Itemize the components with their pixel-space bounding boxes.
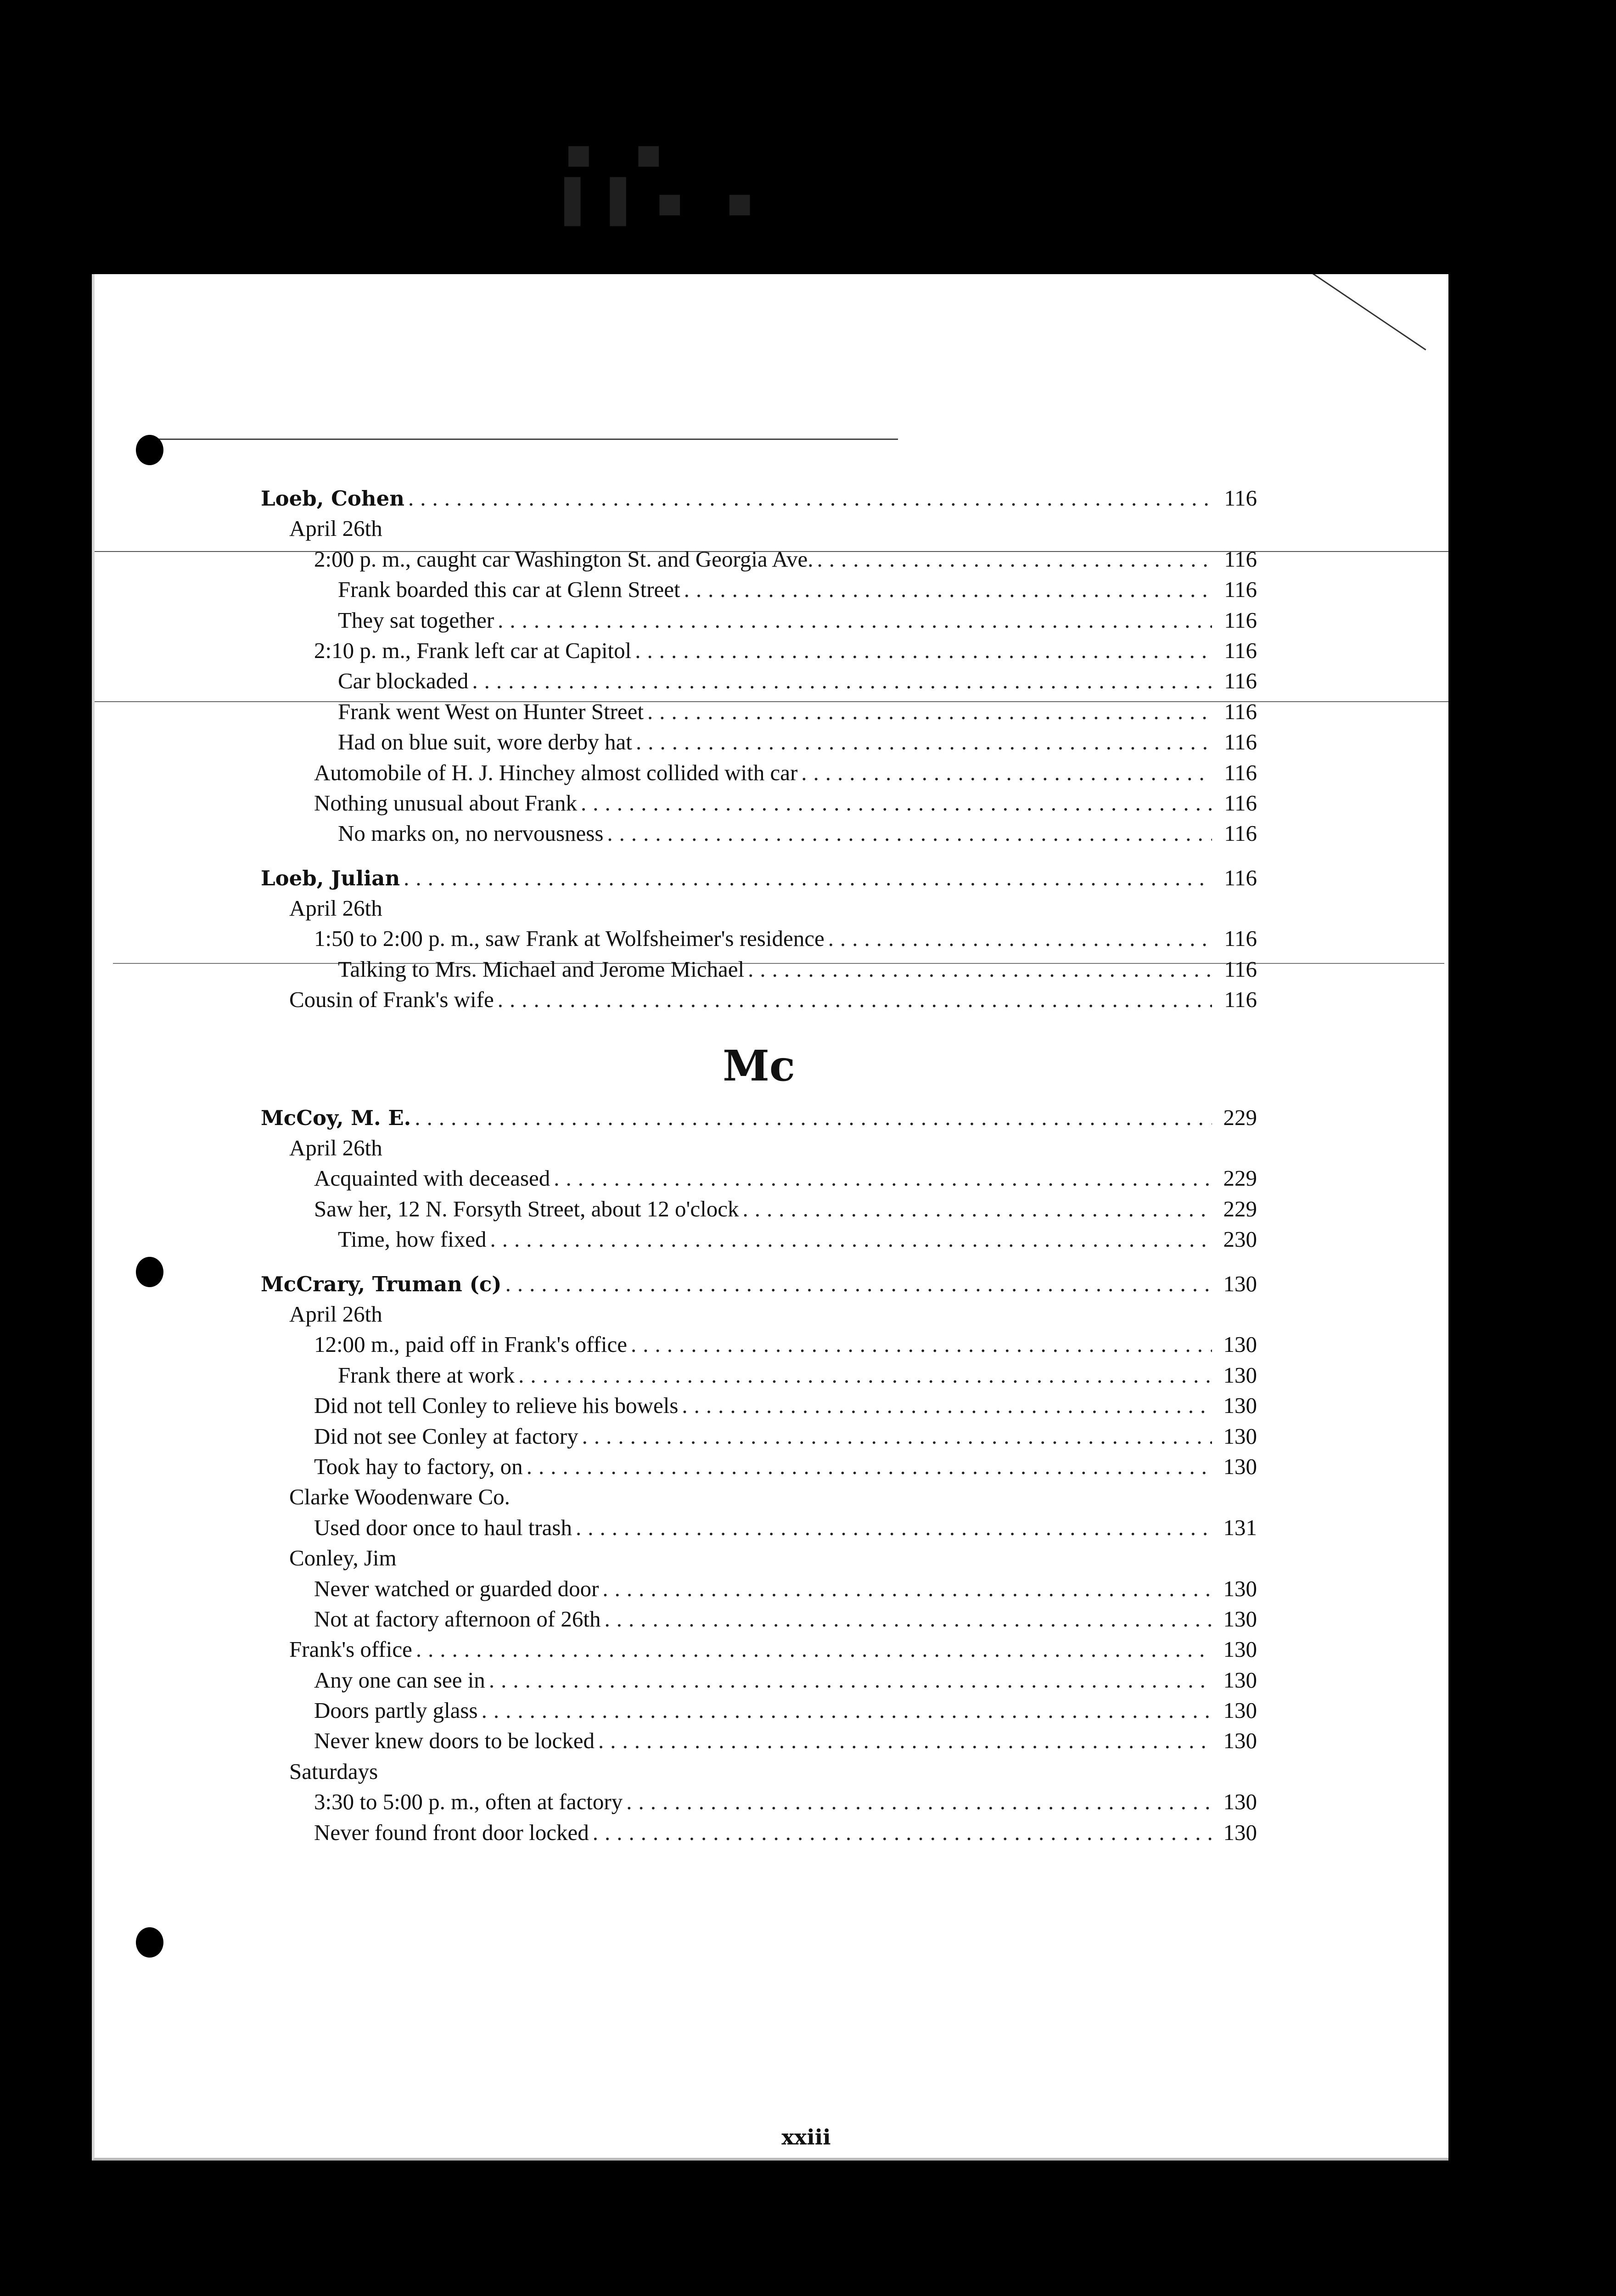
index-entry: Frank boarded this car at Glenn Street ..... 116 xyxy=(261,574,1257,605)
index-entry: Nothing unusual about Frank ..... 116 xyxy=(261,788,1257,818)
index-entry: Doors partly glass ..... 130 xyxy=(261,1695,1257,1726)
punch-hole-top xyxy=(136,435,163,465)
index-entry: Loeb, Julian ..... 116 xyxy=(261,863,1257,893)
section-heading: Mc xyxy=(723,1041,795,1091)
index-list xyxy=(261,483,1257,1848)
index-entry: Talking to Mrs. Michael and Jerome Michael ..... 116 xyxy=(261,954,1257,985)
index-entry: Had on blue suit, wore derby hat ..... 116 xyxy=(261,727,1257,757)
index-entry: Conley, Jim xyxy=(289,1545,397,1571)
index-entry: Clarke Woodenware Co. xyxy=(289,1484,510,1510)
index-entry: They sat together ..... 116 xyxy=(261,605,1257,636)
index-entry: Car blockaded ..... 116 xyxy=(261,666,1257,696)
page-folio: xxiii xyxy=(781,2125,831,2150)
index-entry: Acquainted with deceased ..... 229 xyxy=(261,1163,1257,1193)
document-page xyxy=(92,274,1448,2161)
index-entry: Saw her, 12 N. Forsyth Street, about 12 o'clock ..... 229 xyxy=(261,1194,1257,1224)
top-rule xyxy=(140,439,898,440)
index-entry: Never found front door locked ..... 130 xyxy=(261,1818,1257,1848)
index-entry: April 26th xyxy=(289,516,382,541)
index-entry: Frank went West on Hunter Street ..... 116 xyxy=(261,697,1257,727)
index-entry: Used door once to haul trash ..... 131 xyxy=(261,1513,1257,1543)
index-entry: Frank there at work ..... 130 xyxy=(261,1360,1257,1390)
index-entry: 3:30 to 5:00 p. m., often at factory ..... 130 xyxy=(261,1787,1257,1817)
index-entry: McCoy, M. E. ..... 229 xyxy=(261,1103,1257,1133)
index-entry: 2:10 p. m., Frank left car at Capitol ..... 116 xyxy=(261,636,1257,666)
index-entry: McCrary, Truman (c) ..... 130 xyxy=(261,1269,1257,1299)
index-entry: Never knew doors to be locked ..... 130 xyxy=(261,1726,1257,1756)
index-entry: No marks on, no nervousness ..... 116 xyxy=(261,818,1257,849)
index-entry: April 26th xyxy=(289,1301,382,1327)
index-entry: Loeb, Cohen ..... 116 xyxy=(261,483,1257,513)
index-entry: Not at factory afternoon of 26th ..... 130 xyxy=(261,1604,1257,1634)
index-entry: 2:00 p. m., caught car Washington St. and Georgia Ave. ..... 116 xyxy=(261,544,1257,574)
index-entry: Time, how fixed ..... 230 xyxy=(261,1224,1257,1255)
index-entry: Any one can see in ..... 130 xyxy=(261,1665,1257,1695)
index-entry: Took hay to factory, on ..... 130 xyxy=(261,1452,1257,1482)
index-entry: Never watched or guarded door ..... 130 xyxy=(261,1574,1257,1604)
punch-hole-middle xyxy=(136,1257,163,1287)
page-fold-line xyxy=(1273,274,1426,350)
index-entry: April 26th xyxy=(289,895,382,921)
index-entry: 12:00 m., paid off in Frank's office ..... 130 xyxy=(261,1329,1257,1360)
index-entry: Did not see Conley at factory ..... 130 xyxy=(261,1421,1257,1452)
index-entry: Automobile of H. J. Hinchey almost collided with car ..... 116 xyxy=(261,758,1257,788)
index-entry: April 26th xyxy=(289,1135,382,1161)
index-entry: Frank's office ..... 130 xyxy=(261,1634,1257,1665)
index-entry: Did not tell Conley to relieve his bowels ..... 130 xyxy=(261,1390,1257,1421)
index-entry: Cousin of Frank's wife ..... 116 xyxy=(261,985,1257,1015)
index-entry: Saturdays xyxy=(289,1758,378,1784)
punch-hole-bottom xyxy=(136,1927,163,1958)
scan-bleed-through-mark: ▪ ▪ ▌▌▪ ▪ xyxy=(565,129,768,226)
index-entry: 1:50 to 2:00 p. m., saw Frank at Wolfsheimer's residence ..... 116 xyxy=(261,923,1257,954)
